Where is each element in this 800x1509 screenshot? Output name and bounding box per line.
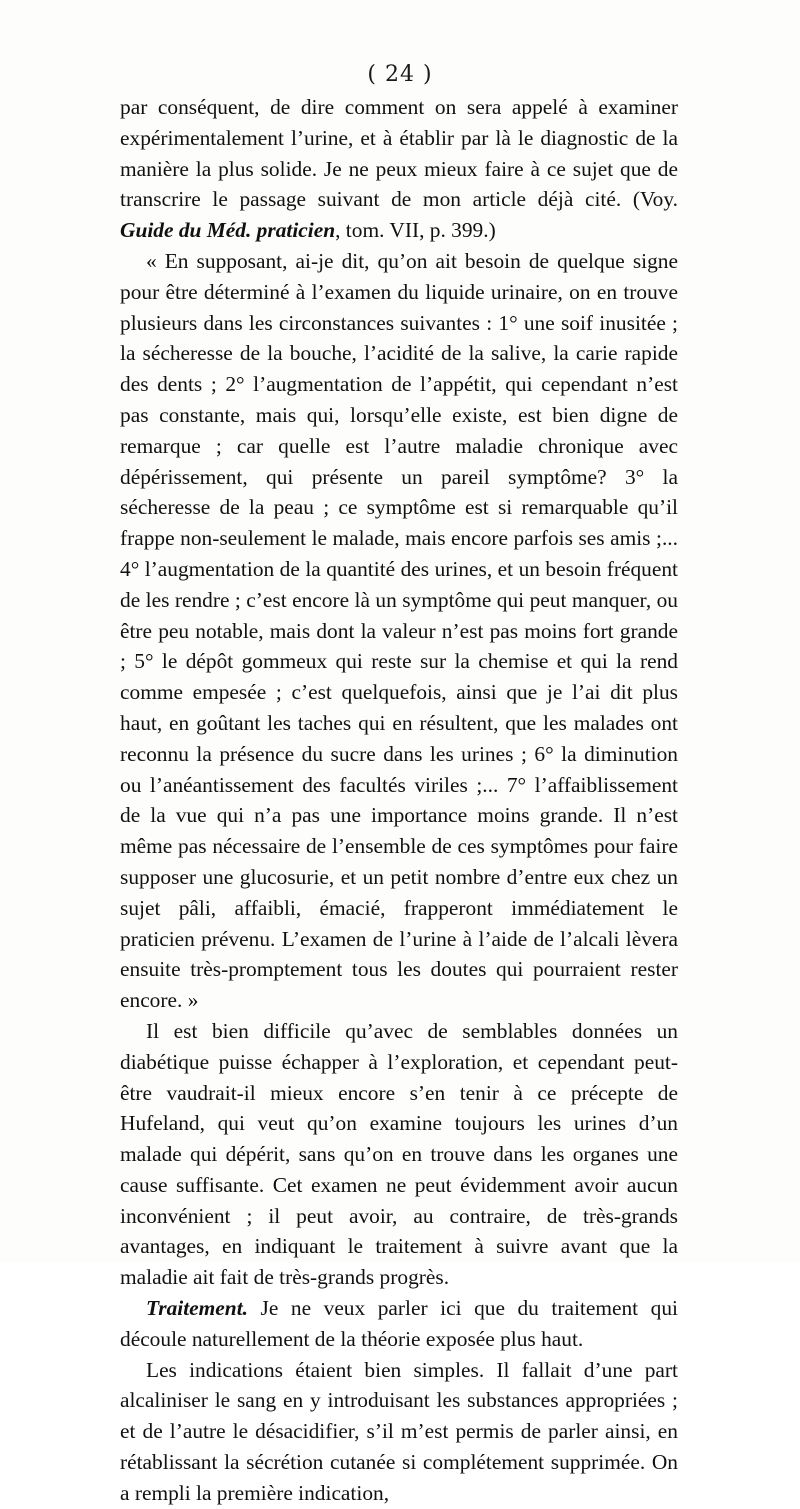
text-segment: par conséquent, de dire comment on sera appelé à examiner expérimentalement l’urine, et à établir par là le diagnostic de la manière la plus solide. Je ne peux mieux faire à ce sujet que de transcrire le passage suivant de mon article déjà cité. (Voy. — [120, 95, 678, 212]
text-segment: Les indications étaient bien simples. Il fallait d’une part alcaliniser le sang en y introduisant les substances appropriées ; et de l’autre le désacidifier, s’il m’est permis de parler ainsi, en rétablissant la sécrétion cutanée si complétement supprimée. On a rempli la première indication, — [120, 1357, 678, 1505]
paragraph-traitement — [120, 1293, 678, 1355]
section-heading-inline: Traitement. — [146, 1296, 248, 1321]
text-segment: Il est bien difficile qu’avec de semblables données un diabétique puisse échapper à l’exploration, et cependant peut-être vaudrait-il mieux encore s’en tenir à ce précepte de Hufeland, qui veut qu’on examine toujours les urines d’un malade qui dépérit, sans qu’on en trouve dans les organes une cause suffisante. Cet examen ne peut évidemment avoir aucun inconvénient ; il peut avoir, au contraire, de très-grands avantages, en indiquant le traitement à suivre avant que la maladie ait fait de très-grands progrès. — [120, 1018, 678, 1290]
paragraph — [120, 1016, 678, 1293]
text-segment: Je ne veux parler ici que du traitement qui découle naturellement de la théorie exposée plus haut. — [120, 1296, 678, 1351]
paragraph-quotation — [120, 246, 678, 1016]
paragraph — [120, 1355, 678, 1509]
cited-work-title: Guide du Méd. praticien — [120, 218, 336, 243]
page-number: ( 24 ) — [367, 62, 433, 87]
body-text — [120, 92, 678, 1509]
text-segment: , tom. VII, p. 399.) — [335, 218, 496, 243]
paragraph-continuation — [120, 92, 678, 246]
text-segment: « En supposant, ai-je dit, qu’on ait besoin de quelque signe pour être déterminé à l’examen du liquide urinaire, on en trouve plusieurs dans les circonstances suivantes : 1° une soif inusitée ; la sécheresse de la bouche, l’acidité de la salive, la carie rapide des dents ; 2° l’augmentation de l’appétit, qui cependant n’est pas constante, mais qui, lorsqu’elle existe, est bien digne de remarque ; car quelle est l’autre maladie chronique avec dépérissement, qui présente un pareil symptôme? 3° la sécheresse de la peau ; ce symptôme est si remarquable qu’il frappe non-seulement le malade, mais encore parfois ses amis ;... 4° l’augmentation de la quantité des urines, et un besoin fréquent de les rendre ; c’est encore là un symptôme qui peut manquer, ou être peu notable, mais dont la valeur n’est pas moins fort grande ; 5° le dépôt gommeux qui reste sur la chemise et qui la rend comme empesée ; c’est quelquefois, ainsi que je l’ai dit plus haut, en goûtant les taches qui en résultent, que les malades ont reconnu la présence du sucre dans les urines ; 6° la diminution ou l’anéantissement des facultés viriles ;... 7° l’affaiblissement de la vue qui n’a pas une importance moins grande. Il n’est même pas nécessaire de l’ensemble de ces symptômes pour faire supposer une glucosurie, et un petit nombre d’entre eux chez un sujet pâli, affaibli, émacié, frapperont immédiatement le praticien prévenu. L’examen de l’urine à l’aide de l’alcali lèvera ensuite très-promptement tous les doutes qui pourraient rester encore. » — [120, 248, 678, 1013]
